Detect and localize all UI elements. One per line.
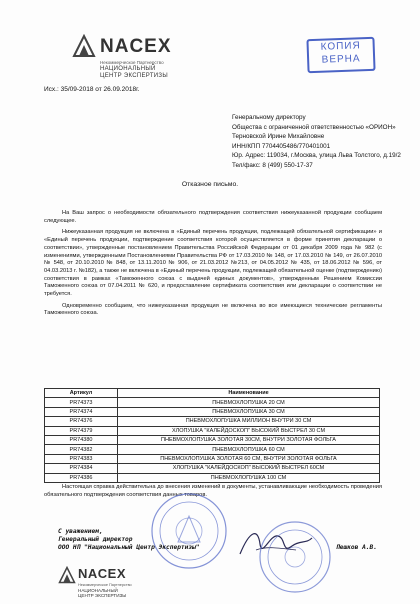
product-name-cell: ХЛОПУШКА "КАЛЕЙДОСКОП" ВЫСОКИЙ ВЫСТРЕЛ 30 СМ xyxy=(118,426,380,435)
column-header: Наименование xyxy=(118,389,380,398)
addressee-block xyxy=(232,113,402,170)
body-paragraph: На Ваш запрос о необходимости обязательного подтверждения соответствия нижеуказанной продукции сообщаем следующее. xyxy=(44,210,382,224)
product-name-cell: ПНЕВМОХЛОПУШКА 20 СМ xyxy=(118,398,380,407)
signature-block xyxy=(58,528,200,552)
table-header-row xyxy=(45,389,380,398)
table-row xyxy=(45,464,380,473)
footer-logo-tagline: Некоммерческое Партнерство xyxy=(78,583,132,587)
signature-line: С уважением, xyxy=(58,528,103,535)
table-row xyxy=(45,454,380,463)
table-row xyxy=(45,417,380,426)
stamp-line-1: КОПИЯ xyxy=(320,40,361,53)
article-cell: PR74384 xyxy=(45,464,118,473)
footer-logo-name: NACEX xyxy=(78,566,127,581)
nacex-logo-icon xyxy=(72,34,96,58)
company-seal xyxy=(258,520,332,594)
product-name-cell: ПНЕВМОХЛОПУШКА ЗОЛОТАЯ 60 СМ, ВНУТРИ ЗОЛОТАЯ ФОЛЬГА xyxy=(118,454,380,463)
validity-note: Настоящая справка действительна до внесения изменений в документы, устанавливающие необходимость проведения обязательного подтверждения соответствия данных товаров. xyxy=(44,484,382,498)
logo-tagline: Некоммерческое Партнерство xyxy=(100,60,164,65)
column-header: Артикул xyxy=(45,389,118,398)
addressee-line: Генеральному директору xyxy=(232,114,306,121)
article-cell: PR74386 xyxy=(45,473,118,482)
copy-certified-stamp xyxy=(306,37,375,73)
article-cell: PR74382 xyxy=(45,445,118,454)
product-name-cell: ПНЕВМОХЛОПУШКА 60 СМ xyxy=(118,445,380,454)
table-row xyxy=(45,473,380,482)
signatory-name: Пешков А.В. xyxy=(336,544,377,551)
product-name-cell: ХЛОПУШКА "КАЛЕЙДОСКОП" ВЫСОКИЙ ВЫСТРЕЛ 60СМ xyxy=(118,464,380,473)
outgoing-reference: Исх.: 35/09-2018 от 26.09.2018г. xyxy=(44,86,140,93)
article-cell: PR74380 xyxy=(45,435,118,444)
table-row xyxy=(45,398,380,407)
logo-name: NACEX xyxy=(100,36,172,57)
product-name-cell: ПНЕВМОХЛОПУШКА ЗОЛОТАЯ 30СМ, ВНУТРИ ЗОЛОТАЯ ФОЛЬГА xyxy=(118,435,380,444)
footer-logo-line-2: ЦЕНТР ЭКСПЕРТИЗЫ xyxy=(78,593,127,598)
table-row xyxy=(45,407,380,416)
stamp-line-2: ВЕРНА xyxy=(321,53,361,66)
signature-line: Генеральный директор xyxy=(58,536,133,543)
body-paragraph: Одновременно сообщаем, что нижеуказанная продукция не включена во все имеющиеся технические регламенты Таможенного союза. xyxy=(44,302,382,317)
product-table xyxy=(44,388,380,483)
letter-body xyxy=(44,210,382,322)
logo-line-1: НАЦИОНАЛЬНЫЙ xyxy=(100,66,156,72)
table-row xyxy=(45,435,380,444)
table-row xyxy=(45,445,380,454)
signature-line: ООО НП "Национальный Центр Экспертизы" xyxy=(58,544,200,551)
article-cell: PR74376 xyxy=(45,417,118,426)
product-name-cell: ПНЕВМОХЛОПУШКА 30 СМ xyxy=(118,407,380,416)
letter-title: Отказное письмо. xyxy=(181,181,239,188)
article-cell: PR74383 xyxy=(45,454,118,463)
addressee-line: Терновской Ирине Михайловне xyxy=(232,133,325,140)
article-cell: PR74374 xyxy=(45,407,118,416)
addressee-line: Тел/факс: 8 (499) 550-17-37 xyxy=(232,161,313,169)
product-name-cell: ПНЕВМОХЛОПУШКА 100 СМ xyxy=(118,473,380,482)
article-cell: PR74379 xyxy=(45,426,118,435)
addressee-line: Юр. Адрес: 119034, г.Москва, улица Льва Толстого, д.19/2 xyxy=(232,152,401,159)
addressee-line: ИНН/КПП 7704405486/770401001 xyxy=(232,142,331,150)
product-name-cell: ПНЕВМОХЛОПУШКА МИЛЛИОН ВНУТРИ 30 СМ xyxy=(118,417,380,426)
footer-logo-line-1: НАЦИОНАЛЬНЫЙ xyxy=(78,588,118,593)
body-paragraph: Нижеуказанная продукция не включена в «Единый перечень продукции, подлежащей обязательной сертификации» и «Единый перечень продукции, подтверждение соответствия которой осуществляется в форме принятия декларации о соответствии», утвержденные постановлением Правительства Российской Федерации от 01 декабря 2009 года № 982 (с изменениями, утвержденными Постановлениями Правительства РФ от 17.03.2010 № 148, от 17.03.2010 № 149, от 26.07.2010 № 548, от 20.10.2010 № 848, от 13.11.2010 № 906, от 21.03.2012 №213, от 04.05.2012 № 435, от 18.06.2012 № 596, от 04.03.2013 г. №182), а также не включена в «Единый перечень продукции, подлежащей обязательной оценке (подтверждению) соответствия в рамках «Таможенного союза с выдачей единых документов», утвержденным Решением Комиссии Таможенного союза от 07.04.2011 № 620, и предоставление сертификата соответствия или декларации о соответствии не требуется. xyxy=(44,229,382,298)
article-cell: PR74373 xyxy=(45,398,118,407)
table-row xyxy=(45,426,380,435)
nacex-logo-icon xyxy=(58,566,76,584)
logo-line-2: ЦЕНТР ЭКСПЕРТИЗЫ xyxy=(100,73,168,79)
addressee-line: Общества с ограниченной ответственностью «ОРИОН» xyxy=(232,123,396,131)
